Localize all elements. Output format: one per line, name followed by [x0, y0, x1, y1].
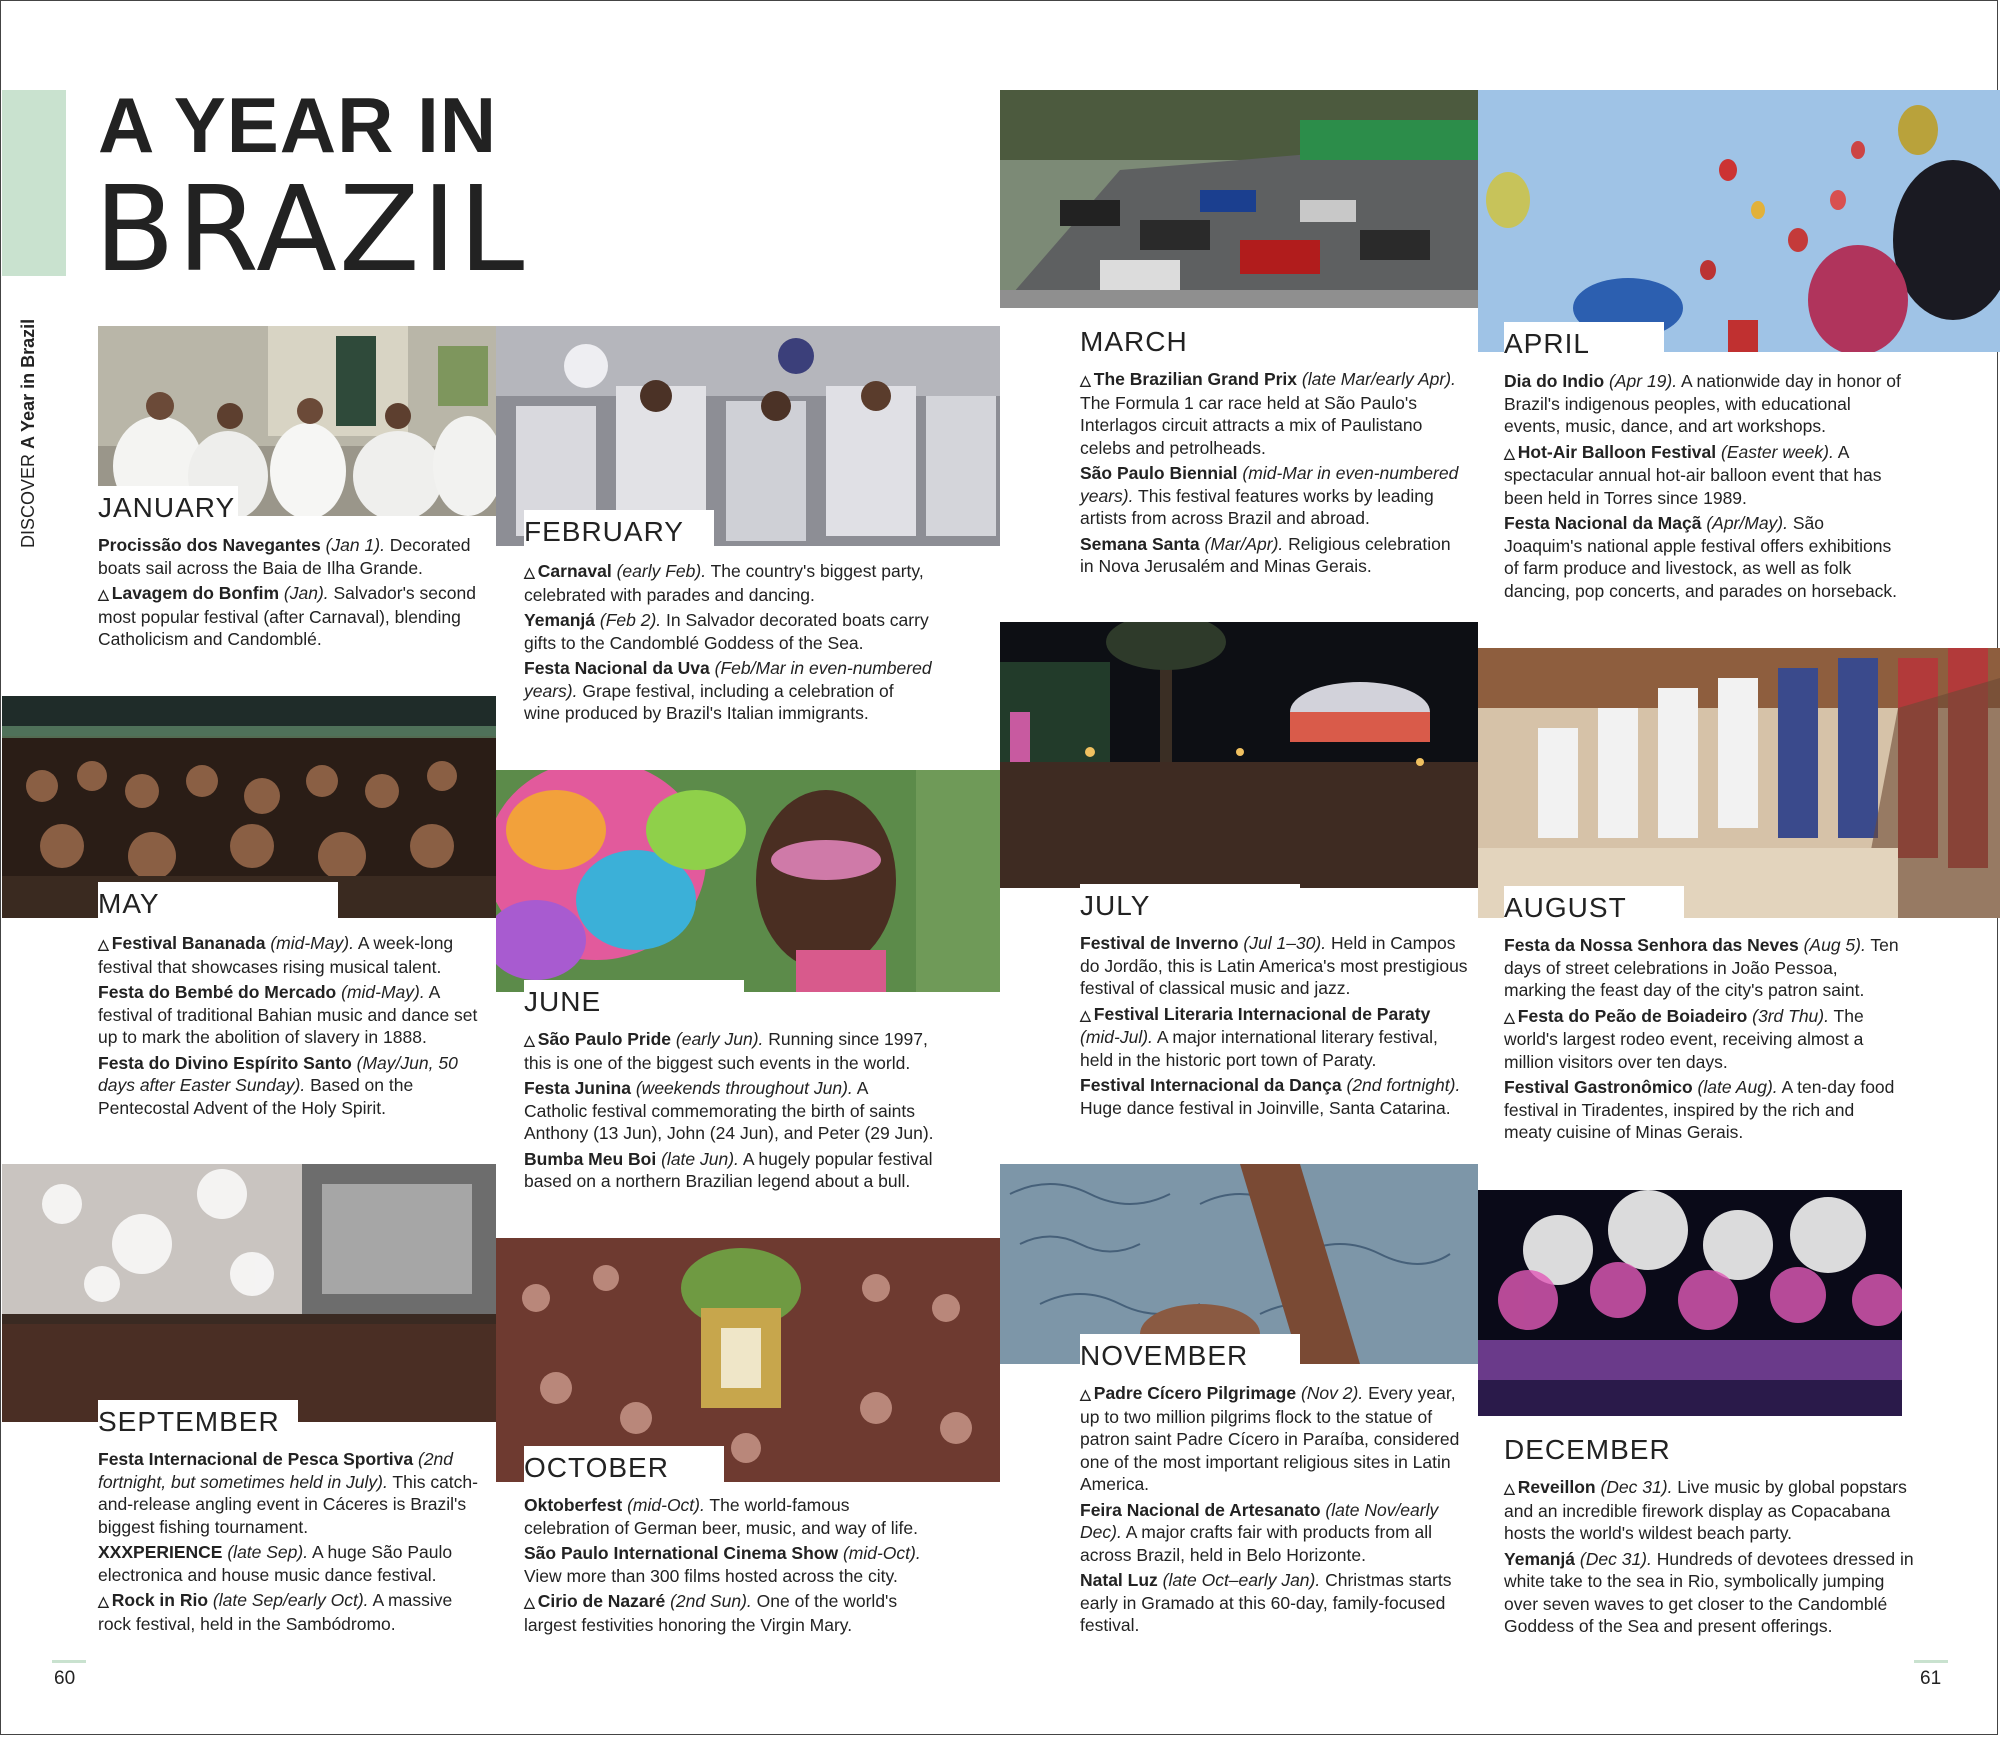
festival-name: Oktoberfest	[524, 1495, 623, 1515]
highlight-triangle-icon: △	[524, 1032, 535, 1048]
festival-entry	[98, 1052, 478, 1120]
highlight-triangle-icon: △	[1080, 1006, 1091, 1023]
festival-entry	[1080, 932, 1470, 1000]
festival-description: Religious celebration in Nova Jerusalém and Minas Gerais.	[1080, 533, 1451, 576]
highlight-triangle-icon: △	[98, 936, 109, 952]
festival-date: (mid-May).	[270, 933, 354, 953]
festival-description: Live music by global popstars and an incredible firework display as Copacabana hosts the world's wildest beach party.	[1504, 1477, 1907, 1543]
festival-entry	[524, 657, 934, 725]
festival-description: Huge dance festival in Joinville, Santa Catarina.	[1080, 1097, 1451, 1118]
festival-date: (late Nov/early Dec).	[1080, 1499, 1439, 1542]
festival-entry	[1504, 1005, 1904, 1074]
festival-date: (mid-May).	[341, 982, 425, 1002]
festival-entry	[1080, 1003, 1470, 1072]
festival-date: (Jan 1).	[325, 535, 385, 555]
month-march: MARCH	[1080, 320, 1240, 358]
festival-name: Rock in Rio	[111, 1590, 209, 1610]
july-photo	[1000, 622, 1478, 888]
festival-description: The world's largest rodeo event, receiving almost a million visitors over ten days.	[1504, 1005, 1864, 1072]
page-number-right: 61	[1920, 1668, 1942, 1689]
highlight-triangle-icon: △	[98, 1593, 109, 1609]
festival-entry	[1080, 1499, 1470, 1567]
festival-description: The world-famous celebration of German beer, music, and way of life.	[524, 1495, 918, 1538]
page-number-rule-right	[1914, 1660, 1948, 1663]
november-entries	[1080, 1382, 1470, 1640]
april-entries	[1504, 370, 1904, 605]
festival-description: A week-long festival that showcases rising musical talent.	[98, 933, 454, 977]
festival-entry	[524, 1077, 934, 1145]
festival-name: Yemanjá	[1504, 1548, 1576, 1569]
festival-entry	[1080, 1569, 1470, 1637]
festival-entry	[1080, 462, 1460, 530]
festival-date: (Apr/May).	[1706, 513, 1789, 533]
festival-name: Festival Literaria Internacional de Paraty	[1093, 1003, 1431, 1024]
festival-date: (Mar/Apr).	[1204, 533, 1284, 554]
page-title-line1: A YEAR IN	[98, 81, 498, 169]
festival-entry	[1080, 1382, 1470, 1496]
festival-name: Festival Internacional da Dança	[1080, 1075, 1342, 1095]
festival-description: View more than 300 films hosted across the city.	[524, 1565, 898, 1586]
festival-name: Festival Bananada	[111, 933, 266, 953]
festival-date: (Aug 5).	[1803, 935, 1866, 955]
festival-description: Hundreds of devotees dressed in white take to the sea in Rio, symbolically jumping over seven waves to get closer to the Candomblé Goddess of the Sea and present offerings.	[1504, 1548, 1914, 1636]
highlight-triangle-icon: △	[1080, 372, 1091, 388]
highlight-triangle-icon: △	[1080, 1386, 1091, 1402]
festival-description: São Joaquim's national apple festival offers exhibitions of farm produce and livestock, as well as folk dancing, pop concerts, and parades on horseback.	[1504, 513, 1898, 601]
festival-description: Salvador's second most popular festival (after Carnaval), blending Catholicism and Candomblé.	[98, 583, 476, 649]
march-entries	[1080, 368, 1460, 581]
festival-entry	[98, 981, 478, 1049]
festival-entry	[1504, 1476, 1914, 1545]
festival-entry	[524, 609, 934, 654]
festival-date: (May/Jun, 50 days after Easter Sunday).	[98, 1052, 458, 1095]
header-accent-bar	[2, 90, 66, 276]
festival-entry	[1080, 533, 1460, 578]
festival-description: Held in Campos do Jordão, this is Latin America's most prestigious festival of classical music and jazz.	[1080, 933, 1468, 998]
festival-date: (Apr 19).	[1609, 371, 1678, 391]
festival-name: Festa Internacional de Pesca Sportiva	[98, 1449, 414, 1469]
festival-date: (mid-Oct).	[842, 1543, 921, 1563]
festival-description: A huge São Paulo electronica and house music dance festival.	[98, 1542, 453, 1585]
festival-date: (Nov 2).	[1300, 1383, 1364, 1403]
festival-name: Lavagem do Bonfim	[111, 583, 280, 603]
january-entries	[98, 534, 478, 654]
festival-name: Yemanjá	[524, 610, 596, 630]
festival-description: Running since 1997, this is one of the biggest such events in the world.	[524, 1029, 928, 1073]
festival-name: São Paulo International Cinema Show	[524, 1543, 839, 1563]
festival-date: (late Mar/early Apr).	[1301, 369, 1456, 389]
festival-description: Ten days of street celebrations in João Pessoa, marking the feast day of the city's patron saint.	[1504, 935, 1899, 1000]
festival-description: Grape festival, including a celebration of wine produced by Brazil's Italian immigrants.	[524, 680, 894, 723]
festival-name: XXXPERIENCE	[98, 1542, 223, 1562]
festival-date: (mid-Jul).	[1080, 1027, 1153, 1047]
festival-date: (weekends throughout Jun).	[635, 1078, 853, 1098]
festival-description: Every year, up to two million pilgrims flock to the statue of patron saint Padre Cícero in Paraíba, considered one of the most important religious sites in Latin America.	[1080, 1383, 1460, 1494]
june-photo	[496, 770, 1000, 992]
august-entries	[1504, 934, 1904, 1147]
festival-entry	[524, 1542, 934, 1587]
festival-description: This catch-and-release angling event in Cáceres is Brazil's biggest fishing tournament.	[98, 1471, 478, 1537]
december-photo	[1478, 1190, 1902, 1416]
festival-date: (2nd Sun).	[670, 1591, 752, 1611]
festival-date: (3rd Thu).	[1752, 1005, 1829, 1026]
september-entries	[98, 1448, 478, 1638]
december-entries	[1504, 1476, 1914, 1641]
festival-entry	[1504, 441, 1904, 510]
festival-description: A Catholic festival commemorating the birth of saints Anthony (13 Jun), John (24 Jun), and Peter (29 Jun).	[524, 1078, 934, 1143]
page-title-line2: BRAZIL	[94, 160, 527, 298]
festival-description: A massive rock festival, held in the Sambódromo.	[98, 1590, 453, 1634]
festival-name: Natal Luz	[1080, 1570, 1158, 1590]
festival-name: São Paulo Pride	[537, 1029, 672, 1049]
festival-entry	[524, 1028, 934, 1074]
festival-name: Padre Cícero Pilgrimage	[1093, 1383, 1297, 1403]
festival-description: One of the world's largest festivities honoring the Virgin Mary.	[524, 1591, 898, 1635]
festival-name: Dia do Indio	[1504, 371, 1605, 391]
festival-description: A nationwide day in honor of Brazil's indigenous peoples, with educational events, music, dance, and art workshops.	[1504, 371, 1901, 436]
highlight-triangle-icon: △	[1504, 444, 1515, 461]
february-entries	[524, 560, 934, 728]
festival-entry	[98, 582, 478, 651]
festival-description: The country's biggest party, celebrated with parades and dancing.	[524, 561, 924, 605]
june-entries	[524, 1028, 934, 1196]
festival-name: The Brazilian Grand Prix	[1093, 369, 1298, 389]
festival-name: Bumba Meu Boi	[524, 1148, 657, 1169]
festival-description: In Salvador decorated boats carry gifts to the Candomblé Goddess of the Sea.	[524, 610, 929, 653]
festival-date: (mid-Mar in even-numbered years).	[1080, 463, 1459, 506]
festival-date: (late Oct–early Jan).	[1162, 1570, 1321, 1590]
festival-name: Festa Nacional da Uva	[524, 658, 710, 678]
highlight-triangle-icon: △	[524, 1594, 535, 1610]
festival-name: São Paulo Biennial	[1080, 463, 1238, 483]
highlight-triangle-icon: △	[1504, 1480, 1515, 1496]
festival-entry	[1080, 1074, 1470, 1119]
festival-entry	[1504, 1076, 1904, 1144]
festival-entry	[98, 1541, 478, 1586]
festival-name: Festa do Divino Espírito Santo	[98, 1052, 352, 1073]
festival-entry	[524, 1494, 934, 1539]
festival-name: Festa da Nossa Senhora das Neves	[1504, 935, 1799, 955]
month-february: FEBRUARY	[524, 510, 714, 548]
month-december: DECEMBER	[1504, 1428, 1704, 1466]
march-photo	[1000, 90, 1478, 308]
highlight-triangle-icon: △	[524, 564, 535, 580]
month-may: MAY	[98, 882, 338, 920]
sidebar-section: DISCOVER	[18, 453, 38, 548]
festival-name: Festa do Bembé do Mercado	[98, 982, 337, 1002]
festival-description: This festival features works by leading artists from across Brazil and abroad.	[1080, 485, 1434, 528]
chapter-sidebar	[18, 319, 39, 548]
festival-name: Festival de Inverno	[1080, 933, 1239, 953]
festival-date: (early Feb).	[616, 561, 707, 581]
month-april: APRIL	[1504, 322, 1664, 360]
festival-date: (Feb/Mar in even-numbered years).	[524, 658, 932, 701]
festival-entry	[98, 932, 478, 978]
page-number-rule-left	[52, 1660, 86, 1663]
festival-date: (2nd fortnight).	[1346, 1075, 1461, 1095]
month-november: NOVEMBER	[1080, 1334, 1300, 1372]
festival-date: (early Jun).	[675, 1029, 764, 1049]
festival-name: Cirio de Nazaré	[537, 1591, 666, 1611]
month-august: AUGUST	[1504, 886, 1684, 924]
sidebar-chapter: A Year in Brazil	[18, 318, 38, 449]
festival-name: Festival Gastronômico	[1504, 1077, 1693, 1097]
month-september: SEPTEMBER	[98, 1400, 298, 1438]
festival-name: Festa do Peão de Boiadeiro	[1517, 1005, 1748, 1026]
festival-entry	[524, 560, 934, 606]
month-july: JULY	[1080, 884, 1300, 922]
festival-date: (late Jun).	[661, 1148, 739, 1169]
festival-entry	[1504, 370, 1904, 438]
festival-description: A festival of traditional Bahian music and dance set up to mark the abolition of slavery in 1888.	[98, 982, 478, 1047]
festival-entry	[1504, 512, 1904, 602]
festival-entry	[98, 534, 478, 579]
festival-entry	[98, 1448, 478, 1538]
festival-name: Carnaval	[537, 561, 612, 581]
month-october: OCTOBER	[524, 1446, 724, 1484]
festival-date: (Dec 31).	[1600, 1477, 1673, 1497]
festival-date: (Feb 2).	[599, 610, 662, 630]
festival-date: (Jul 1–30).	[1243, 933, 1327, 953]
festival-name: Festa Nacional da Maçã	[1504, 513, 1702, 533]
festival-description: A hugely popular festival based on a northern Brazilian legend about a bull.	[524, 1148, 933, 1191]
festival-entry	[1504, 1548, 1914, 1638]
festival-description: A ten-day food festival in Tiradentes, inspired by the rich and meaty cuisine of Minas Gerais.	[1504, 1077, 1895, 1142]
festival-entry	[524, 1148, 934, 1193]
festival-description: A major international literary festival, held in the historic port town of Paraty.	[1080, 1027, 1438, 1070]
festival-date: (2nd fortnight, but sometimes held in July).	[98, 1449, 454, 1492]
festival-name: Feira Nacional de Artesanato	[1080, 1499, 1321, 1520]
festival-entry	[524, 1590, 934, 1636]
festival-name: Reveillon	[1517, 1477, 1596, 1497]
festival-entry	[1504, 934, 1904, 1002]
festival-description: A major crafts fair with products from all across Brazil, held in Belo Horizonte.	[1080, 1522, 1433, 1565]
august-photo	[1478, 648, 2000, 918]
festival-entry	[1080, 368, 1460, 459]
page-number-left: 60	[54, 1668, 76, 1689]
september-photo	[2, 1164, 496, 1422]
festival-date: (Dec 31).	[1579, 1548, 1652, 1569]
july-entries	[1080, 932, 1470, 1122]
festival-description: Based on the Pentecostal Advent of the Holy Spirit.	[98, 1075, 414, 1118]
festival-description: A spectacular annual hot-air balloon event that has been held in Torres since 1989.	[1504, 441, 1882, 508]
festival-description: Christmas starts early in Gramado at this 60-day, family-focused festival.	[1080, 1570, 1452, 1635]
highlight-triangle-icon: △	[1504, 1008, 1515, 1025]
highlight-triangle-icon: △	[98, 586, 109, 602]
festival-name: Festa Junina	[524, 1078, 631, 1098]
festival-date: (Jan).	[283, 583, 329, 603]
festival-description: The Formula 1 car race held at São Paulo's Interlagos circuit attracts a mix of Paulistano celebs and petrolheads.	[1080, 392, 1423, 458]
festival-name: Semana Santa	[1080, 533, 1200, 554]
festival-description: Decorated boats sail across the Baia de Ilha Grande.	[98, 535, 471, 578]
festival-date: (late Sep/early Oct).	[212, 1590, 369, 1610]
month-january: JANUARY	[98, 486, 238, 524]
festival-date: (Easter week).	[1721, 441, 1834, 462]
festival-name: Procissão dos Navegantes	[98, 535, 321, 555]
may-entries	[98, 932, 478, 1122]
festival-entry	[98, 1589, 478, 1635]
april-photo	[1478, 90, 2000, 352]
festival-name: Hot-Air Balloon Festival	[1517, 441, 1717, 462]
festival-date: (late Aug).	[1697, 1077, 1778, 1097]
month-june: JUNE	[524, 980, 744, 1018]
october-entries	[524, 1494, 934, 1639]
festival-date: (late Sep).	[227, 1542, 309, 1562]
festival-date: (mid-Oct).	[627, 1495, 705, 1515]
